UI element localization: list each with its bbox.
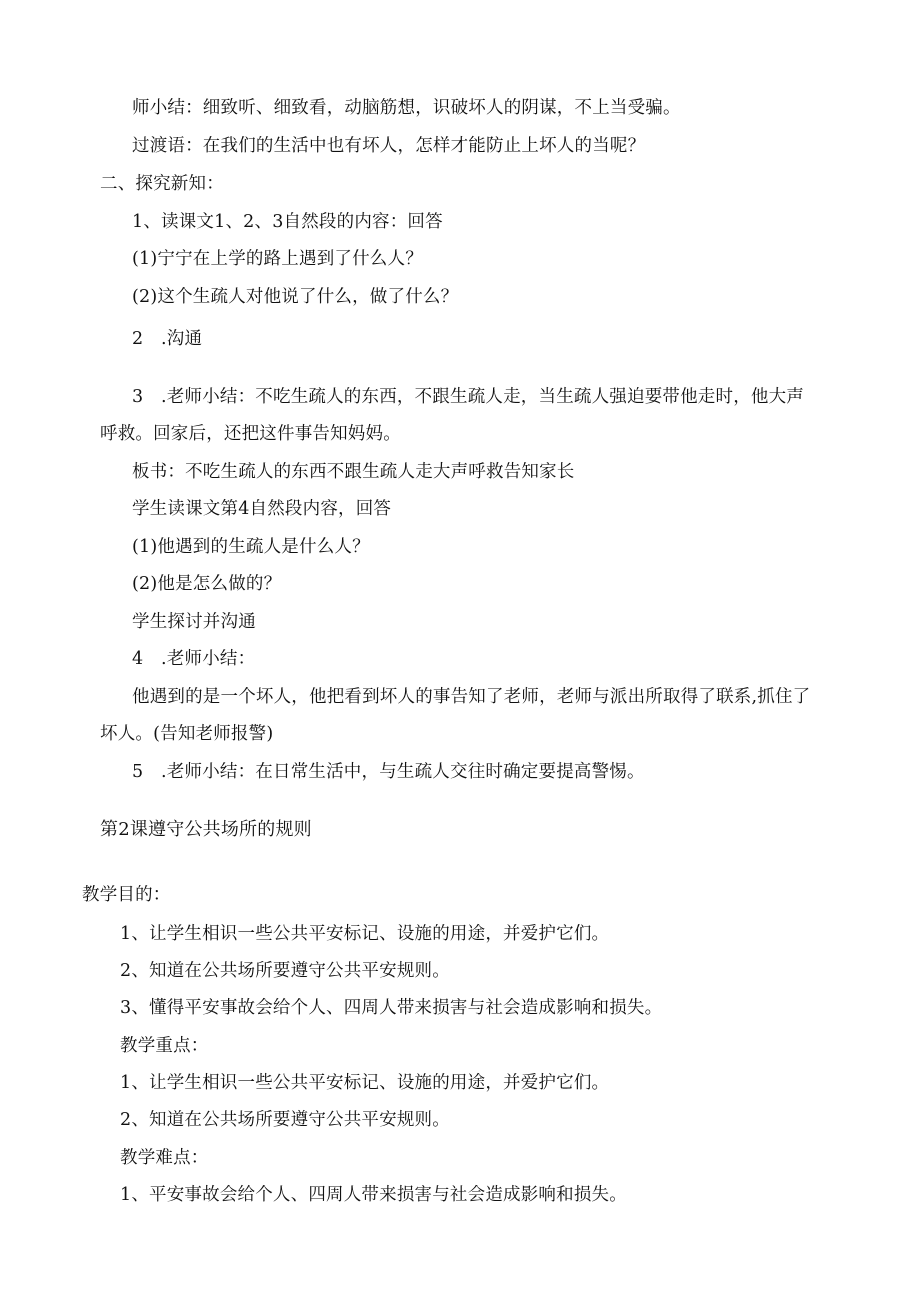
list-item-teacher-summary-4: 4 .老师小结： [132, 649, 256, 669]
paragraph-bad-person-line2: 坏人。(告知老师报警) [100, 724, 274, 744]
difficult-point-item-1: 1、平安事故会给个人、四周人带来损害与社会造成影响和损失。 [120, 1185, 627, 1205]
lesson-title: 第2课遵守公共场所的规则 [100, 819, 312, 840]
question-item-4: (2)他是怎么做的？ [132, 574, 282, 594]
paragraph-student-discuss: 学生探讨并沟通 [132, 612, 256, 632]
question-item-3: (1)他遇到的生疏人是什么人？ [132, 537, 370, 557]
question-item-1: (1)宁宁在上学的路上遇到了什么人？ [132, 249, 423, 269]
goal-item-3: 3、懂得平安事故会给个人、四周人带来损害与社会造成影响和损失。 [120, 998, 663, 1018]
list-item-read-text: 1、读课文1、2、3自然段的内容：回答 [132, 212, 443, 232]
question-item-2: (2)这个生疏人对他说了什么，做了什么？ [132, 287, 459, 307]
paragraph-board-writing: 板书：不吃生疏人的东西不跟生疏人走大声呼救告知家长 [132, 462, 575, 482]
paragraph-student-read: 学生读课文第4自然段内容，回答 [132, 499, 392, 519]
section-heading-explore: 二、探究新知： [100, 174, 224, 194]
heading-key-points: 教学重点： [120, 1036, 209, 1056]
paragraph-teacher-summary: 师小结：细致听、细致看，动脑筋想，识破坏人的阴谋，不上当受骗。 [132, 98, 681, 118]
heading-teaching-goals: 教学目的： [82, 885, 171, 905]
heading-difficult-points: 教学难点： [120, 1148, 209, 1168]
list-item-teacher-summary-5: 5 .老师小结：在日常生活中，与生疏人交往时确定要提高警惕。 [132, 762, 645, 782]
list-item-teacher-summary-3-line1: 3 .老师小结：不吃生疏人的东西，不跟生疏人走，当生疏人强迫要带他走时，他大声 [132, 387, 804, 407]
key-point-item-2: 2、知道在公共场所要遵守公共平安规则。 [120, 1110, 450, 1130]
paragraph-transition: 过渡语：在我们的生活中也有坏人，怎样才能防止上坏人的当呢？ [132, 136, 646, 156]
goal-item-2: 2、知道在公共场所要遵守公共平安规则。 [120, 961, 450, 981]
list-item-teacher-summary-3-line2: 呼救。回家后，还把这件事告知妈妈。 [100, 424, 401, 444]
paragraph-bad-person-line1: 他遇到的是一个坏人，他把看到坏人的事告知了老师，老师与派出所取得了联系,抓住了 [132, 687, 811, 707]
list-item-communicate: 2 .沟通 [132, 329, 203, 349]
goal-item-1: 1、让学生相识一些公共平安标记、设施的用途，并爱护它们。 [120, 924, 610, 944]
key-point-item-1: 1、让学生相识一些公共平安标记、设施的用途，并爱护它们。 [120, 1073, 610, 1093]
